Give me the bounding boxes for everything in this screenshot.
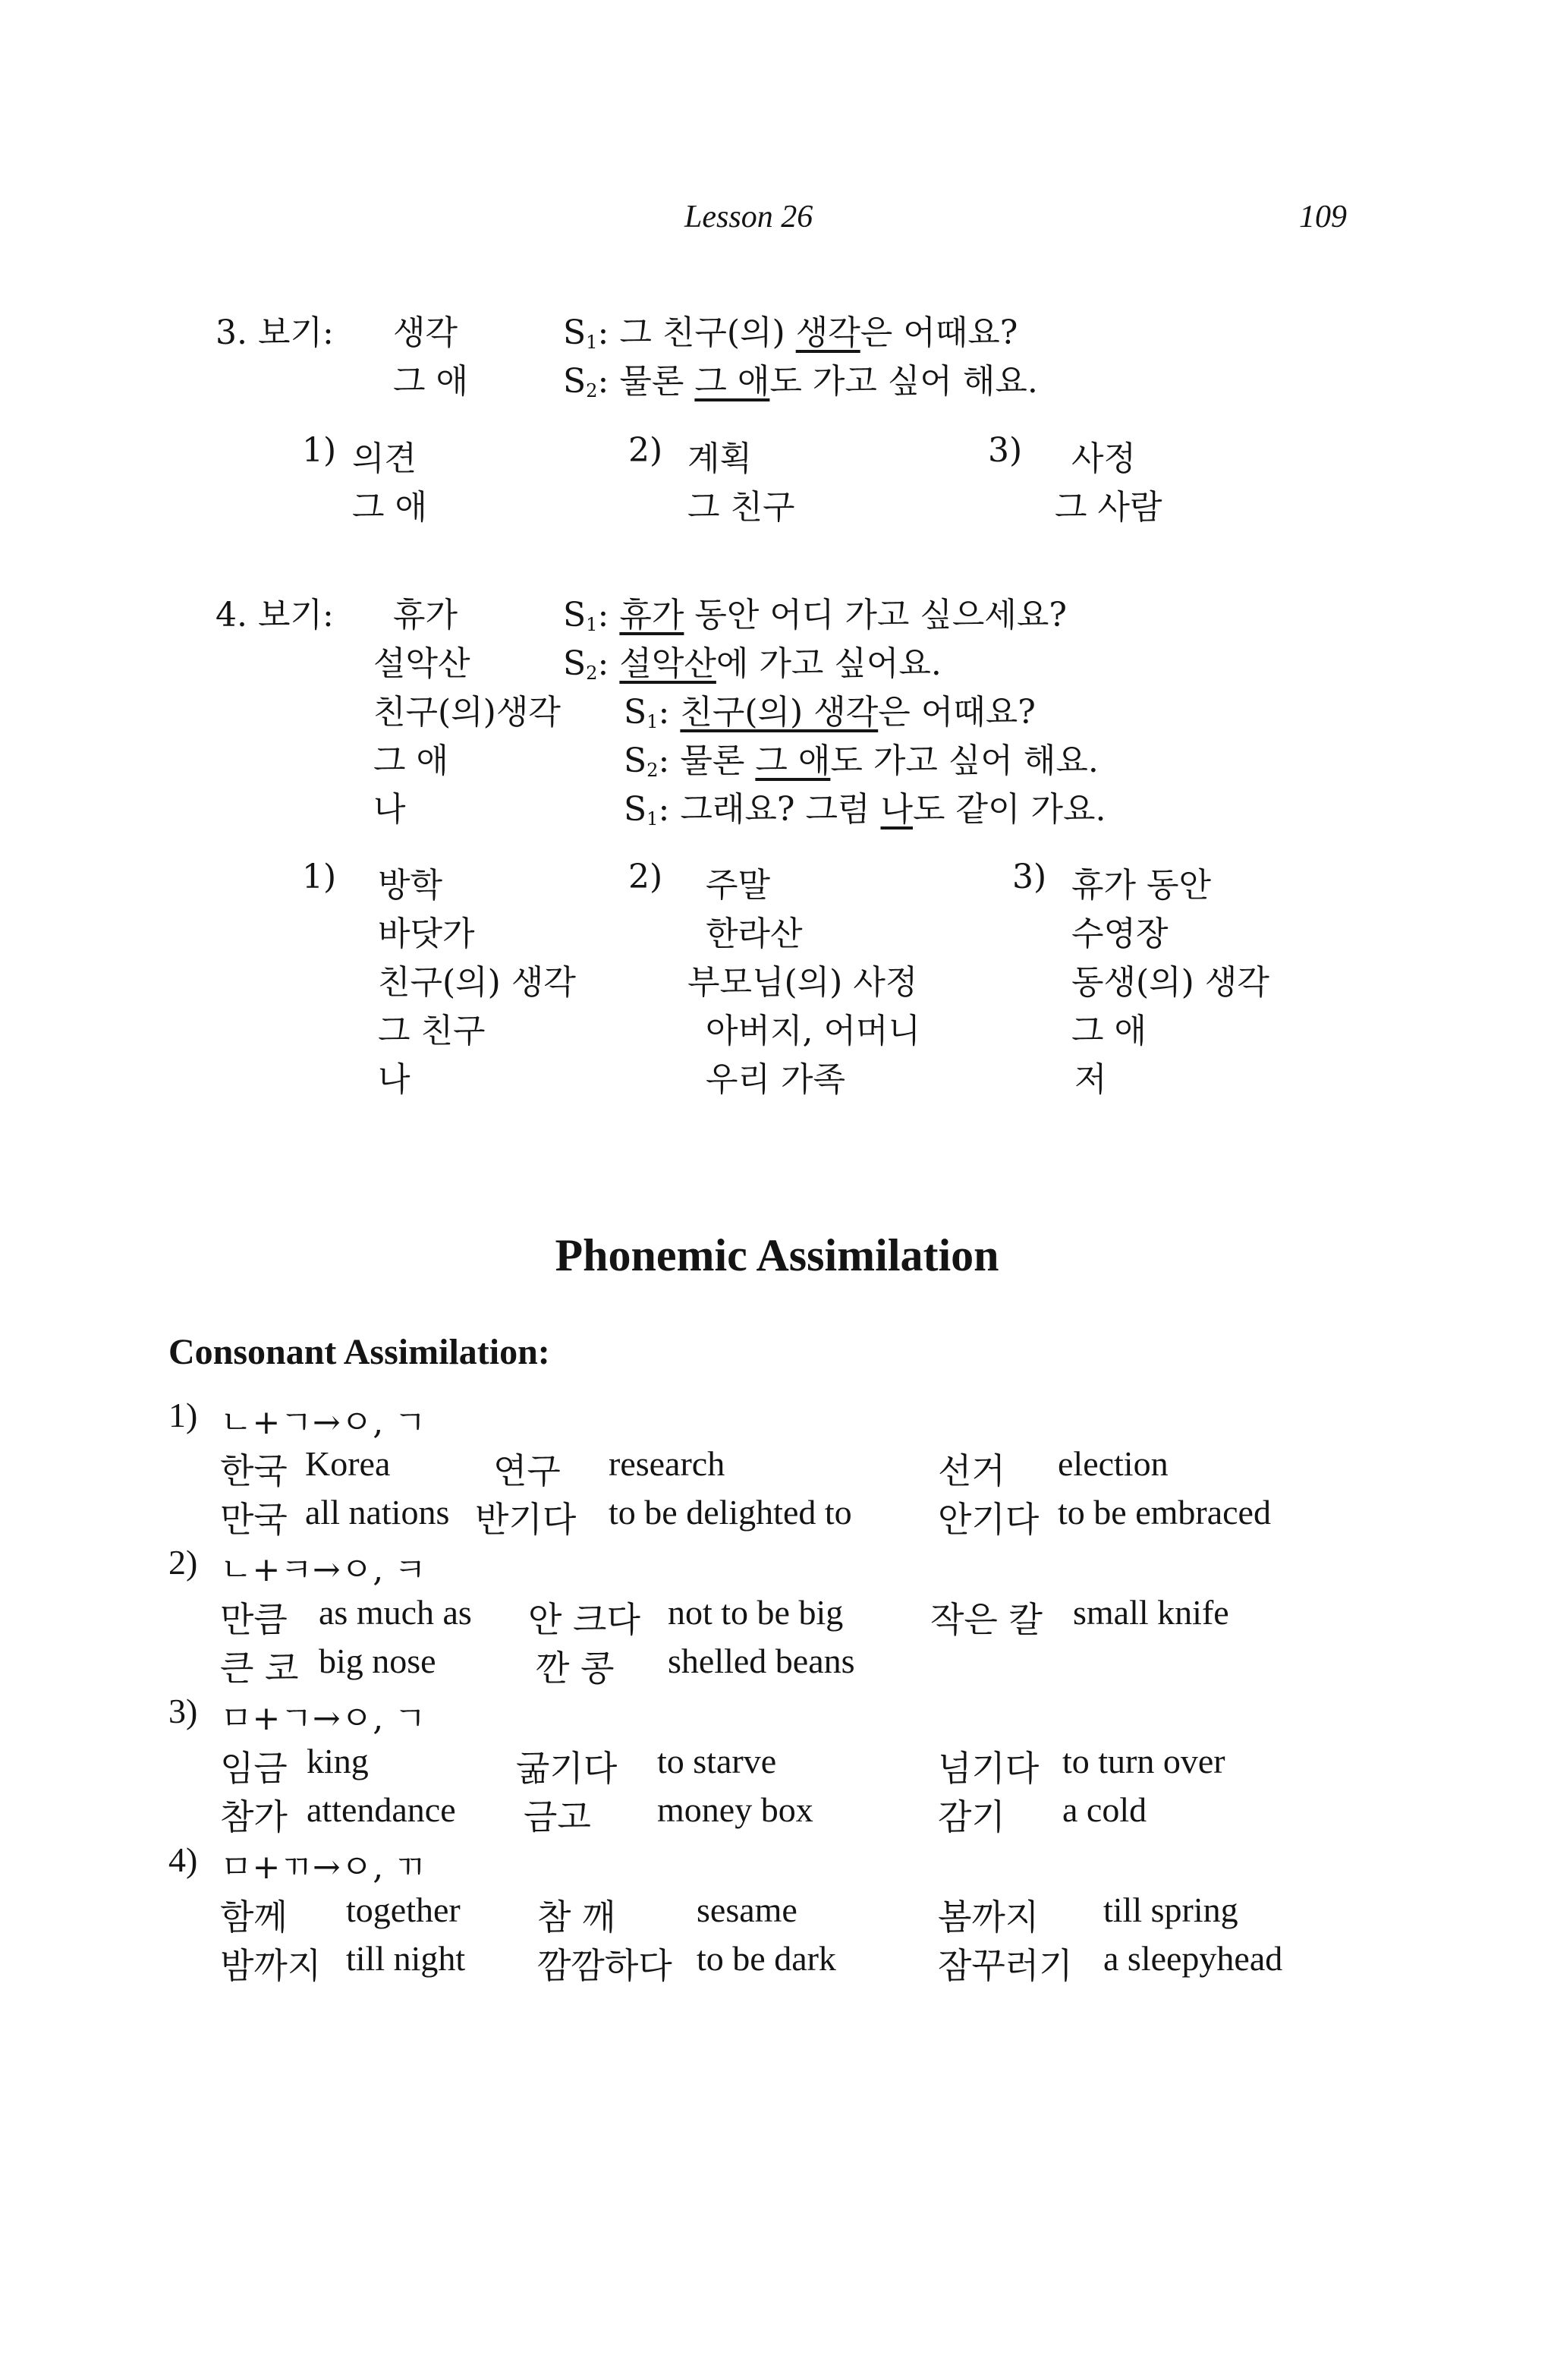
dialogue-underlined: 그 애 bbox=[694, 362, 770, 401]
example-korean: 선거 bbox=[938, 1450, 1005, 1491]
section-title: Phonemic Assimilation bbox=[555, 1230, 999, 1280]
speaker-number: 2 bbox=[646, 760, 659, 782]
example-english: election bbox=[1058, 1444, 1169, 1483]
dialogue-underlined: 설악산 bbox=[619, 644, 716, 683]
example-korean: 감기 bbox=[938, 1796, 1005, 1837]
dialogue-text: 도 가고 싶어 해요. bbox=[769, 362, 1038, 401]
example-english: to turn over bbox=[1062, 1742, 1225, 1780]
example-korean: 함께 bbox=[220, 1897, 288, 1938]
rule-number: 1) bbox=[168, 1396, 198, 1434]
example-english: money box bbox=[657, 1790, 813, 1829]
speaker-number: 1 bbox=[646, 808, 659, 830]
item-word: 그 애 bbox=[1071, 1012, 1147, 1050]
example-english: not to be big bbox=[668, 1593, 844, 1632]
dialogue-text: 에 가고 싶어요. bbox=[716, 644, 942, 683]
speaker-colon: : bbox=[658, 741, 670, 780]
rule-formula: ㄴ+ㄱ→ㅇ, ㄱ bbox=[220, 1403, 426, 1442]
item-word: 부모님(의) 사정 bbox=[687, 963, 918, 1002]
item-word: 저 bbox=[1074, 1060, 1107, 1099]
dialogue-text: 물론 bbox=[619, 362, 695, 401]
example-korean: 임금 bbox=[220, 1748, 288, 1789]
dialogue-text: 은 어때요? bbox=[860, 313, 1018, 352]
example-korean: 만큼 bbox=[220, 1599, 288, 1640]
exercise-4-cue: 그 애 bbox=[373, 741, 448, 780]
dialogue-text: 그래요? 그럼 bbox=[680, 790, 881, 829]
speaker-colon: : bbox=[597, 313, 609, 352]
item-number: 3) bbox=[1012, 858, 1047, 896]
example-english: to be delighted to bbox=[609, 1493, 852, 1532]
example-korean: 참가 bbox=[220, 1796, 288, 1837]
exercise-4-cue: 나 bbox=[373, 790, 406, 829]
example-korean: 금고 bbox=[524, 1796, 591, 1837]
running-header-lesson: Lesson 26 bbox=[684, 200, 813, 235]
example-english: big nose bbox=[319, 1642, 436, 1680]
example-english: a sleepyhead bbox=[1103, 1939, 1283, 1978]
example-english: king bbox=[307, 1742, 369, 1780]
example-korean: 연구 bbox=[493, 1450, 561, 1491]
subsection-title: Consonant Assimilation: bbox=[168, 1332, 550, 1372]
exercise-4-cue: 설악산 bbox=[373, 644, 470, 683]
example-korean: 밤까지 bbox=[220, 1945, 322, 1986]
speaker-number: 1 bbox=[646, 711, 659, 733]
speaker: S bbox=[563, 596, 587, 634]
example-english: as much as bbox=[319, 1593, 472, 1632]
dialogue-text: 도 가고 싶어 해요. bbox=[830, 741, 1099, 780]
exercise-3-cue: 그 애 bbox=[393, 362, 468, 401]
item-word: 친구(의) 생각 bbox=[378, 963, 576, 1002]
example-english: till night bbox=[346, 1939, 466, 1978]
speaker-colon: : bbox=[597, 596, 609, 634]
item-word: 우리 가족 bbox=[706, 1060, 846, 1099]
item-word: 그 친구 bbox=[687, 488, 795, 527]
speaker-number: 2 bbox=[586, 380, 598, 402]
dialogue-underlined: 친구(의) 생각 bbox=[680, 693, 879, 732]
item-number: 2) bbox=[628, 858, 663, 896]
item-word: 주말 bbox=[706, 866, 771, 905]
dialogue-text: 도 같이 가요. bbox=[912, 790, 1106, 829]
speaker-number: 1 bbox=[586, 614, 598, 636]
dialogue-underlined: 나 bbox=[880, 790, 913, 829]
dialogue-underlined: 휴가 bbox=[619, 596, 684, 634]
item-word: 그 사람 bbox=[1055, 488, 1162, 527]
dialogue-text: 은 어때요? bbox=[878, 693, 1036, 732]
example-english: all nations bbox=[305, 1493, 450, 1532]
item-word: 그 애 bbox=[352, 488, 427, 527]
dialogue-line bbox=[563, 587, 1067, 636]
example-english: small knife bbox=[1073, 1593, 1229, 1632]
dialogue-text: 동안 어디 가고 싶으세요? bbox=[684, 596, 1067, 634]
item-word: 휴가 동안 bbox=[1071, 866, 1212, 905]
dialogue-underlined: 생각 bbox=[795, 313, 860, 352]
item-word: 계획 bbox=[687, 439, 753, 478]
speaker: S bbox=[624, 790, 647, 829]
example-english: to starve bbox=[657, 1742, 777, 1780]
example-korean: 봄까지 bbox=[938, 1897, 1040, 1938]
rule-number: 2) bbox=[168, 1543, 198, 1582]
example-korean: 넘기다 bbox=[938, 1748, 1040, 1789]
exercise-3-cue: 생각 bbox=[393, 313, 458, 352]
item-word: 한라산 bbox=[706, 915, 803, 953]
example-english: till spring bbox=[1103, 1890, 1238, 1929]
example-korean: 잠꾸러기 bbox=[938, 1945, 1073, 1986]
item-word: 사정 bbox=[1071, 439, 1137, 478]
item-word: 동생(의) 생각 bbox=[1071, 963, 1269, 1002]
example-korean: 한국 bbox=[220, 1450, 288, 1491]
dialogue-text: 물론 bbox=[680, 741, 756, 780]
dialogue-line bbox=[624, 733, 1099, 782]
example-korean: 깜깜하다 bbox=[537, 1945, 672, 1986]
speaker-number: 2 bbox=[586, 663, 598, 685]
speaker-colon: : bbox=[597, 362, 609, 401]
exercise-4-cue: 휴가 bbox=[393, 596, 458, 634]
rule-formula: ㅁ+ㄱ→ㅇ, ㄱ bbox=[220, 1699, 426, 1738]
example-english: attendance bbox=[307, 1790, 456, 1829]
exercise-3-label: 3. 보기: bbox=[215, 313, 334, 352]
example-korean: 큰 코 bbox=[220, 1648, 299, 1689]
item-word: 나 bbox=[378, 1060, 411, 1099]
speaker: S bbox=[624, 741, 647, 780]
example-english: sesame bbox=[697, 1890, 797, 1929]
dialogue-line bbox=[563, 354, 1038, 402]
example-korean: 작은 칼 bbox=[930, 1599, 1043, 1640]
rule-number: 3) bbox=[168, 1692, 198, 1730]
example-english: together bbox=[346, 1890, 461, 1929]
item-number: 1) bbox=[302, 431, 337, 470]
example-english: to be dark bbox=[697, 1939, 836, 1978]
example-english: Korea bbox=[305, 1444, 391, 1483]
rule-number: 4) bbox=[168, 1840, 198, 1879]
example-korean: 안 크다 bbox=[528, 1599, 640, 1640]
dialogue-line bbox=[563, 305, 1018, 354]
example-korean: 참 깨 bbox=[537, 1897, 616, 1938]
dialogue-underlined: 그 애 bbox=[755, 741, 831, 780]
speaker: S bbox=[563, 644, 587, 683]
speaker: S bbox=[563, 313, 587, 352]
dialogue-line bbox=[563, 636, 942, 685]
rule-formula: ㅁ+ㄲ→ㅇ, ㄲ bbox=[220, 1848, 426, 1887]
speaker-colon: : bbox=[658, 790, 670, 829]
dialogue-line bbox=[624, 782, 1106, 830]
item-word: 방학 bbox=[378, 866, 443, 905]
exercise-4-label: 4. 보기: bbox=[215, 596, 334, 634]
item-word: 아버지, 어머니 bbox=[706, 1012, 920, 1050]
example-korean: 깐 콩 bbox=[536, 1648, 615, 1689]
item-word: 그 친구 bbox=[378, 1012, 486, 1050]
example-korean: 안기다 bbox=[938, 1499, 1040, 1540]
item-number: 1) bbox=[302, 858, 337, 896]
example-english: to be embraced bbox=[1058, 1493, 1271, 1532]
exercise-4-cue: 친구(의)생각 bbox=[373, 693, 561, 732]
item-word: 바닷가 bbox=[378, 915, 475, 953]
item-number: 3) bbox=[988, 431, 1023, 470]
speaker: S bbox=[563, 362, 587, 401]
rule-formula: ㄴ+ㅋ→ㅇ, ㅋ bbox=[220, 1550, 426, 1589]
example-korean: 굶기다 bbox=[516, 1748, 618, 1789]
speaker-colon: : bbox=[597, 644, 609, 683]
dialogue-line bbox=[624, 685, 1036, 733]
dialogue-text: 그 친구(의) bbox=[619, 313, 796, 352]
page-number: 109 bbox=[1299, 200, 1347, 235]
example-korean: 만국 bbox=[220, 1499, 288, 1540]
example-english: shelled beans bbox=[668, 1642, 855, 1680]
speaker: S bbox=[624, 693, 647, 732]
example-korean: 반기다 bbox=[475, 1499, 577, 1540]
example-english: research bbox=[609, 1444, 725, 1483]
speaker-number: 1 bbox=[586, 332, 598, 354]
item-word: 의견 bbox=[352, 439, 417, 478]
item-number: 2) bbox=[628, 431, 663, 470]
example-english: a cold bbox=[1062, 1790, 1147, 1829]
speaker-colon: : bbox=[658, 693, 670, 732]
item-word: 수영장 bbox=[1071, 915, 1169, 953]
